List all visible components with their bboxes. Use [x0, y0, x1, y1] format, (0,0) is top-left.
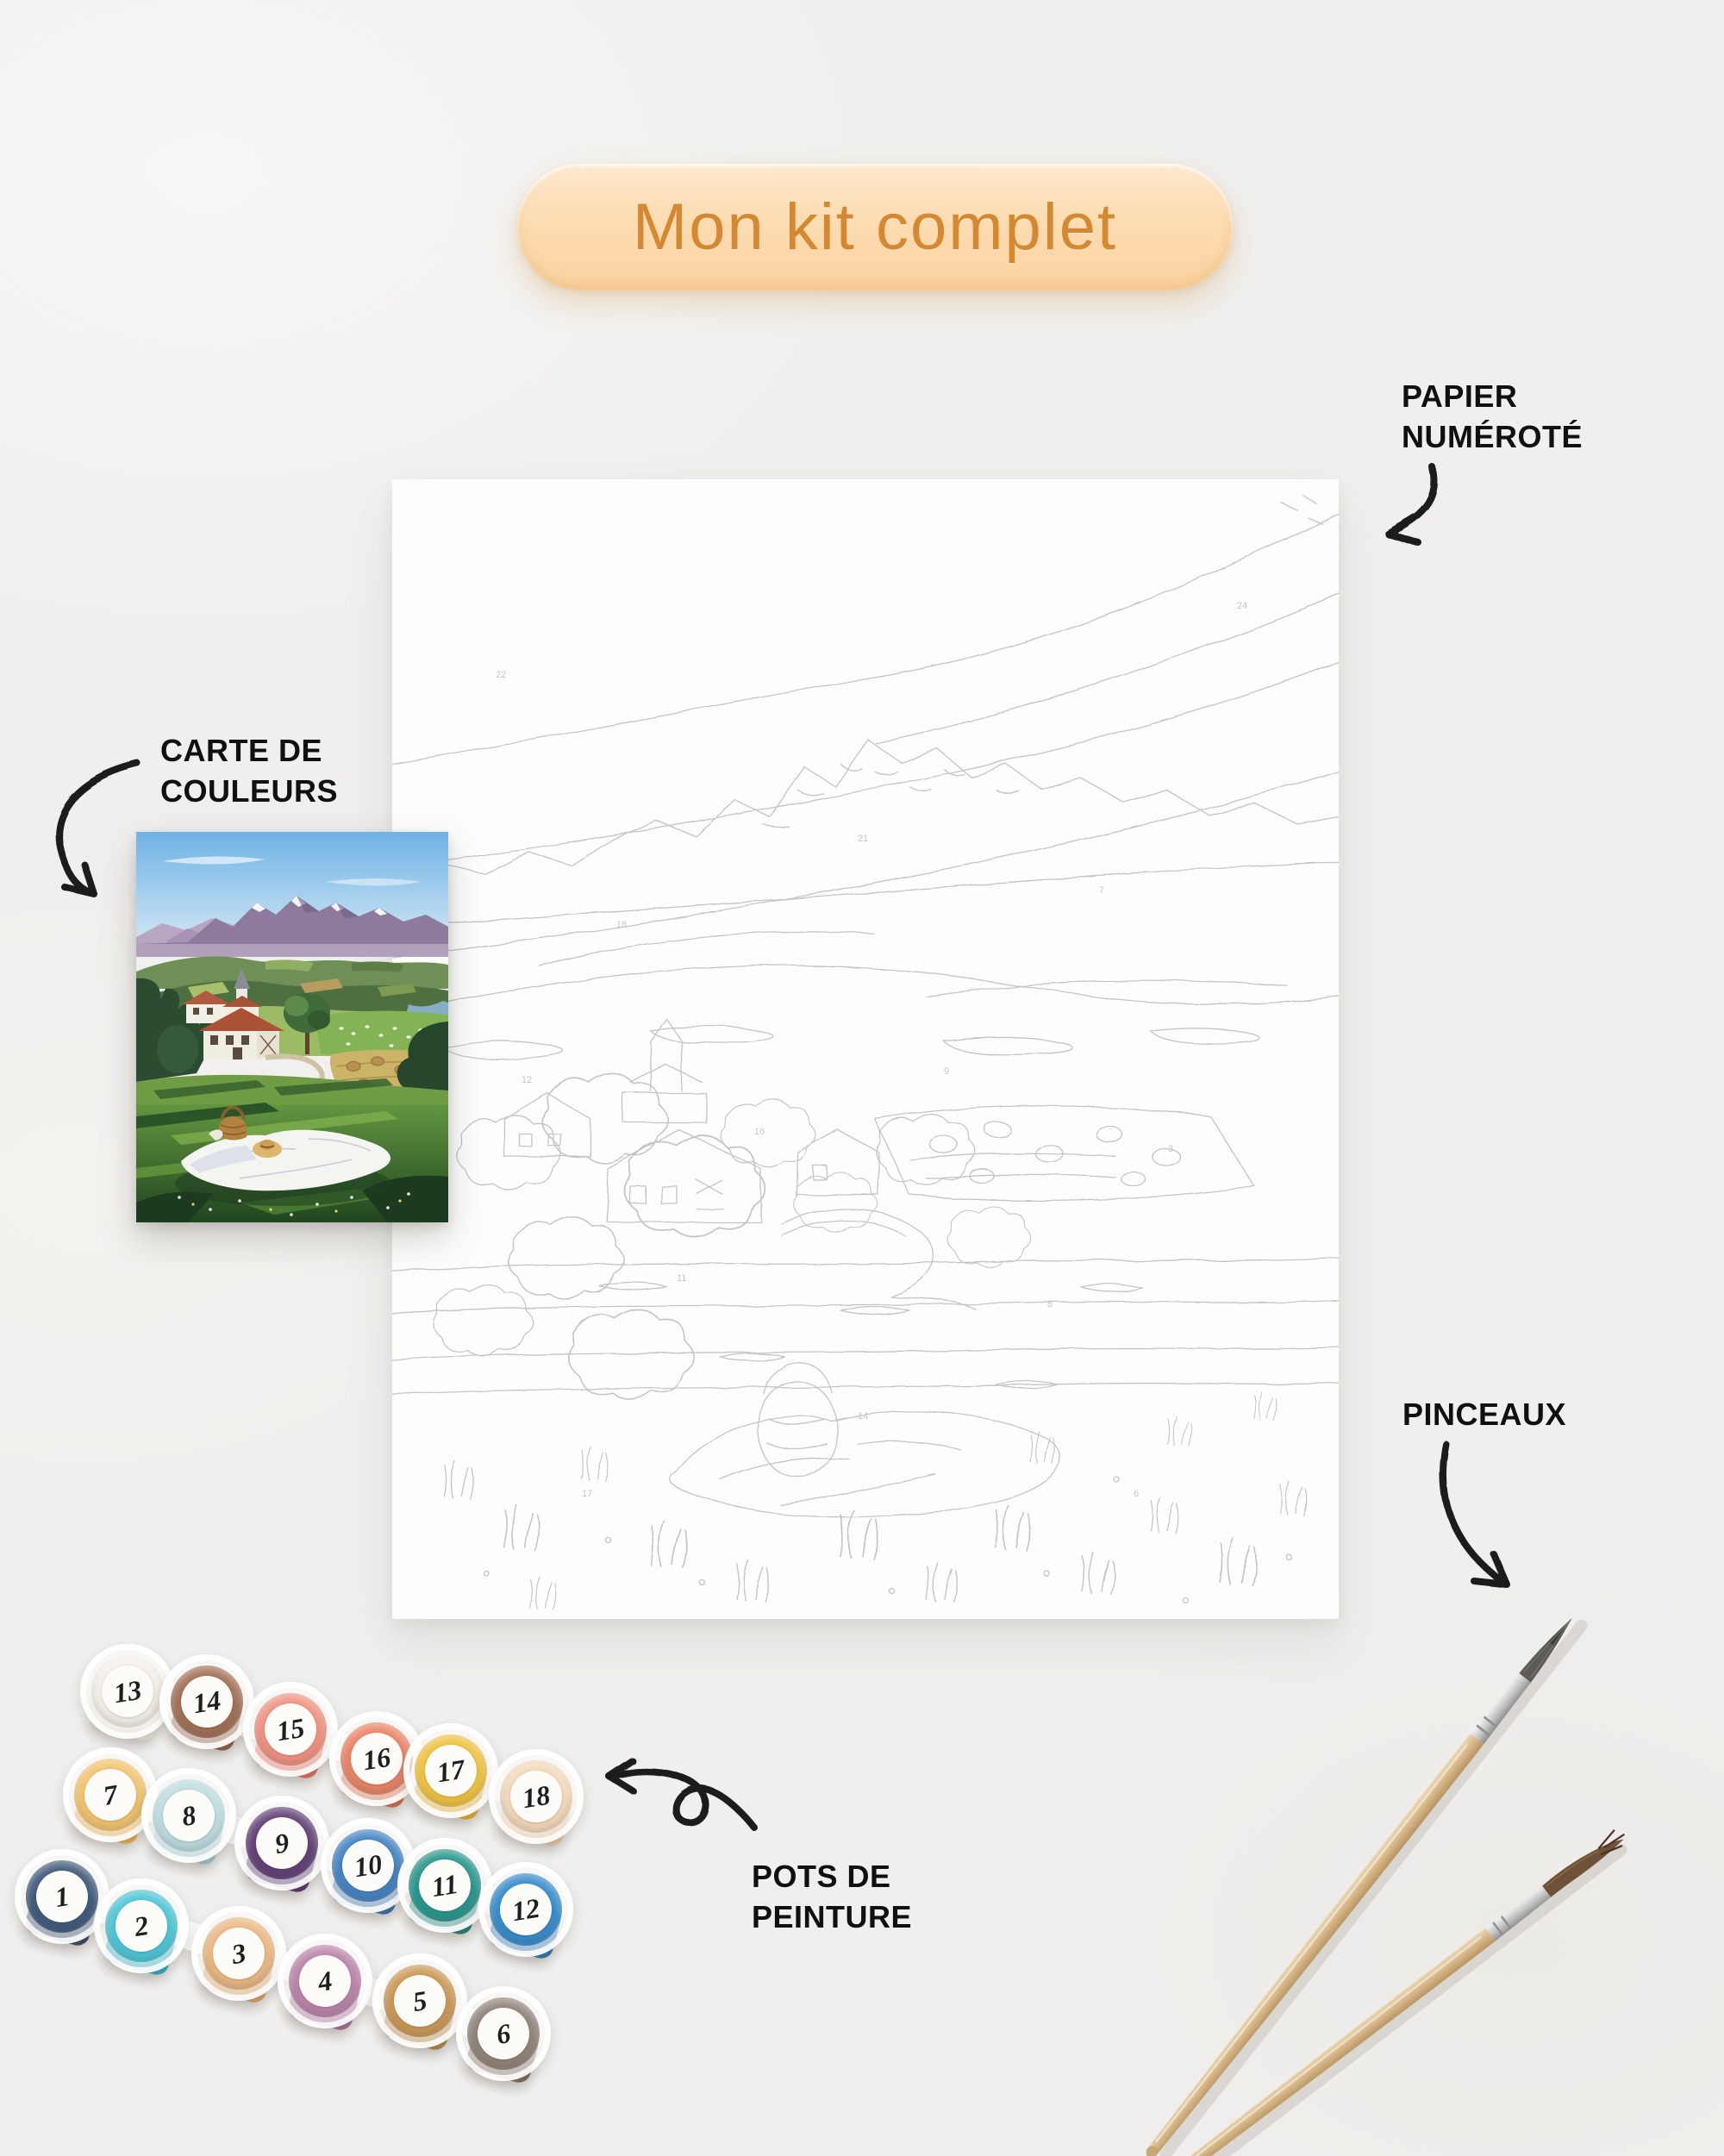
paint-pot-6: [456, 1986, 551, 2081]
paint-pot-9: [234, 1796, 329, 1890]
pot-number: 14: [178, 1672, 237, 1732]
paint-pot-14: [159, 1654, 254, 1749]
label-line: PEINTURE: [752, 1898, 913, 1934]
svg-text:3: 3: [1168, 1144, 1174, 1154]
pot-number: 6: [474, 2004, 534, 2064]
svg-text:8: 8: [1047, 1299, 1053, 1309]
paint-pot-17: [403, 1723, 498, 1818]
label-line: NUMÉROTÉ: [1402, 418, 1583, 454]
pot-number: 16: [347, 1729, 407, 1789]
paint-pot-2: [94, 1878, 189, 1973]
svg-text:12: 12: [522, 1075, 533, 1085]
sketch-numbers: [496, 601, 1247, 1499]
paint-pot-3: [191, 1906, 286, 2001]
brush-large: [1141, 1613, 1582, 2156]
paint-pot-8: [141, 1768, 236, 1863]
pot-number: 7: [81, 1765, 141, 1825]
label-numbered-paper: [1402, 377, 1583, 458]
svg-text:16: 16: [754, 1127, 765, 1137]
pot-number: 1: [33, 1867, 92, 1927]
pot-number: 18: [507, 1767, 566, 1827]
label-line: PINCEAUX: [1402, 1397, 1567, 1432]
paper-sketch: [392, 479, 1339, 1619]
label-line: PAPIER: [1402, 378, 1518, 414]
arrow-to-paint-pots: [609, 1760, 753, 1827]
pot-number: 15: [261, 1700, 321, 1759]
numbered-paper: [392, 479, 1339, 1619]
svg-text:18: 18: [616, 920, 628, 930]
kit-title-label: Mon kit complet: [632, 190, 1118, 264]
label-color-card: [160, 731, 338, 812]
color-card-painting: [136, 832, 448, 1222]
label-line: COULEURS: [160, 772, 339, 809]
label-line: POTS DE: [752, 1859, 891, 1894]
pot-number: 17: [422, 1741, 481, 1801]
paint-pot-12: [478, 1862, 573, 1957]
paint-pot-5: [372, 1953, 467, 2048]
pot-number: 8: [159, 1786, 219, 1846]
arrow-to-paper: [1388, 467, 1435, 543]
svg-text:7: 7: [1099, 885, 1105, 896]
svg-text:22: 22: [496, 670, 507, 680]
kit-title-pill[interactable]: [517, 164, 1233, 290]
label-brushes: [1402, 1395, 1566, 1435]
label-paint-pots: [752, 1857, 912, 1938]
svg-text:9: 9: [944, 1066, 950, 1077]
svg-text:14: 14: [858, 1411, 869, 1422]
pot-number: 3: [209, 1924, 269, 1984]
pot-number: 11: [415, 1856, 475, 1915]
color-card: [136, 832, 448, 1222]
arrow-to-brushes: [1443, 1445, 1507, 1584]
pot-number: 9: [253, 1814, 312, 1873]
pot-number: 5: [390, 1972, 450, 2031]
svg-text:6: 6: [1134, 1489, 1140, 1499]
svg-text:17: 17: [582, 1489, 593, 1499]
svg-text:24: 24: [1237, 601, 1248, 611]
svg-text:21: 21: [858, 834, 869, 844]
label-line: CARTE DE: [160, 733, 323, 768]
arrow-to-color-card: [59, 764, 138, 895]
paint-pot-4: [278, 1934, 372, 2028]
paint-pot-15: [243, 1682, 338, 1777]
pot-number: 12: [497, 1880, 556, 1940]
pot-number: 10: [339, 1836, 398, 1896]
paint-pot-18: [489, 1749, 584, 1844]
pot-number: 13: [98, 1662, 158, 1722]
svg-text:11: 11: [677, 1273, 687, 1284]
pot-number: 2: [112, 1897, 172, 1956]
paint-brushes: [1078, 1578, 1724, 2156]
pot-number: 4: [296, 1952, 355, 2011]
